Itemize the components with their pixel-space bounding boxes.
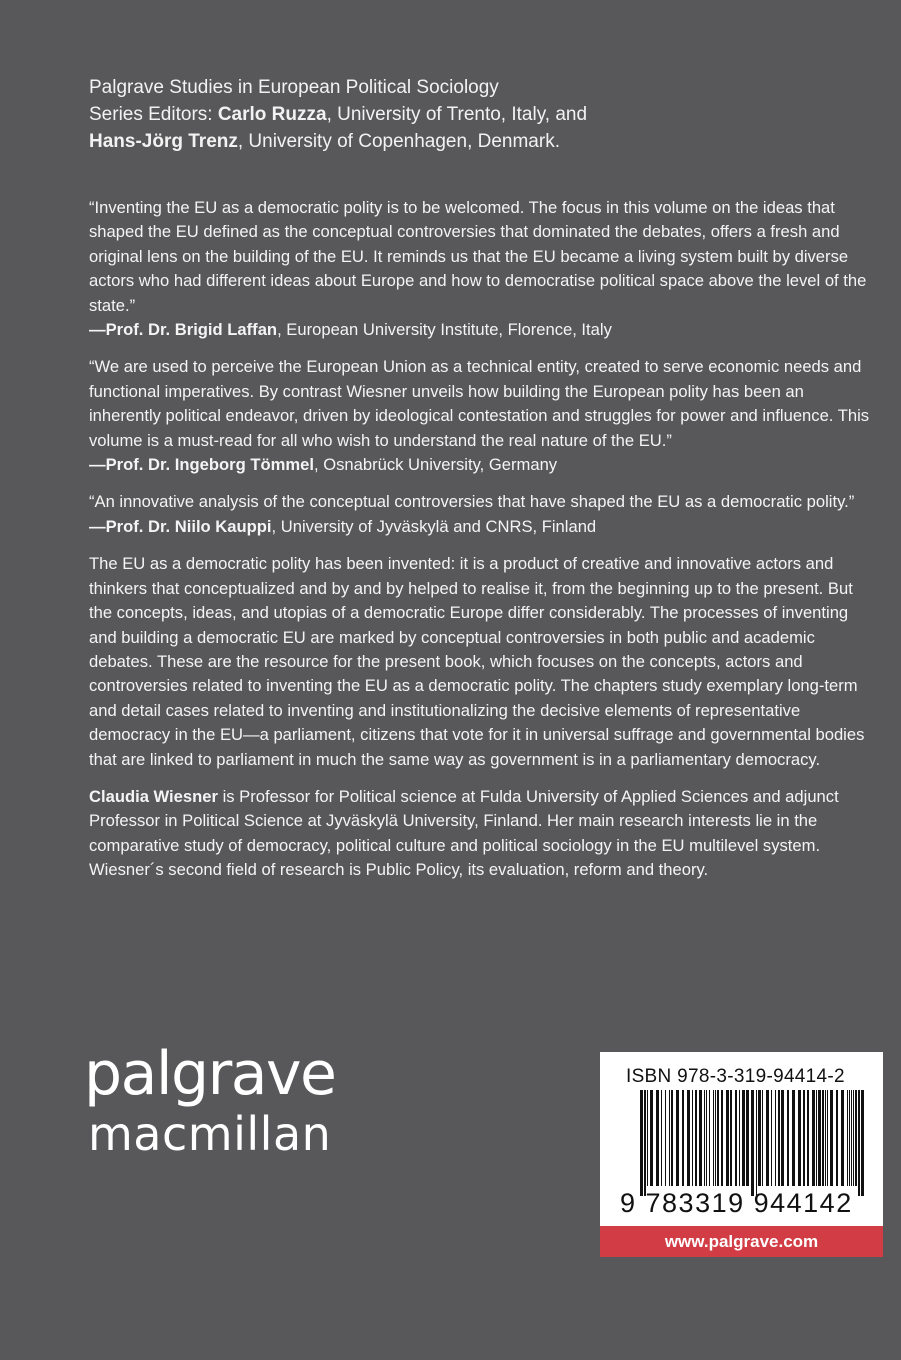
endorser-affiliation: , European University Institute, Florence, Italy <box>277 320 612 340</box>
endorser-affiliation: , Osnabrück University, Germany <box>313 455 558 475</box>
series-info <box>89 74 849 155</box>
logo-palgrave: palgrave <box>84 1039 336 1109</box>
series-title: Palgrave Studies in European Political Sociology <box>89 77 499 98</box>
publisher-logo <box>84 1040 335 1160</box>
endorser-name: —Prof. Dr. Brigid Laffan <box>89 320 278 340</box>
endorser-name: —Prof. Dr. Ingeborg Tömmel <box>89 455 314 475</box>
endorser-affiliation: , University of Jyväskylä and CNRS, Finland <box>271 516 597 536</box>
endorser-name: —Prof. Dr. Niilo Kauppi <box>89 516 272 536</box>
editor2-name: Hans-Jörg Trenz <box>89 131 238 152</box>
editor1-affiliation: , University of Trento, Italy, and <box>326 104 588 125</box>
isbn-label: ISBN 978-3-319-94414-2 <box>626 1066 845 1087</box>
logo-macmillan: macmillan <box>88 1107 332 1161</box>
book-description: The EU as a democratic polity has been invented: it is a product of creative and innovative actors and thinkers that conceptualized and by and by helped to realise it, from the beginning up to the present. But the concepts, ideas, and utopias of a democratic Europe differ considerably. The processes of inventing and building a democratic EU are marked by conceptual controversies in both public and academic debates. These are the resource for the present book, which focuses on the concepts, actors and controversies related to inventing the EU as a democratic polity. The chapters study exemplary long-term and detail cases related to inventing and institutionalizing the decisive elements of representative democracy in the EU—a parliament, citizens that vote for it in universal suffrage and governmental bodies that are linked to parliament in much the same way as government is in a parliamentary democracy. <box>89 554 865 769</box>
endorsement-quote: “Inventing the EU as a democratic polity is to be welcomed. The focus in this volume on the ideas that shaped the EU defined as the conceptual controversies that dominated the debates, offers a fresh and original lens on the building of the EU. It reminds us that the EU became a living system built by diverse actors who had different ideas about Europe and how to democratise political space above the level of the state.” <box>89 198 867 315</box>
editor1-name: Carlo Ruzza <box>217 104 327 125</box>
series-editor2-line <box>89 128 849 155</box>
editors-prefix: Series Editors: <box>89 104 218 125</box>
endorsement-quote: “We are used to perceive the European Union as a technical entity, created to serve economic needs and functional imperatives. By contrast Wiesner unveils how building the European polity has been an inherently political endeavor, driven by ideological contestation and struggles for power and influence. This volume is a must-read for all who wish to understand the real nature of the EU.” <box>89 357 870 450</box>
publisher-url: www.palgrave.com <box>600 1226 883 1257</box>
series-editors-line <box>89 101 849 128</box>
barcode-panel <box>600 1052 883 1257</box>
barcode-digits: 9 783319 944142 <box>620 1188 853 1218</box>
endorsement-attribution <box>89 318 874 342</box>
author-name: Claudia Wiesner <box>89 786 218 806</box>
barcode-icon <box>640 1090 868 1196</box>
endorsement-attribution <box>89 453 874 477</box>
author-bio <box>89 785 874 883</box>
endorsement-attribution <box>89 515 874 539</box>
endorsement-quote: “An innovative analysis of the conceptual controversies that have shaped the EU as a democratic polity.” <box>89 492 855 512</box>
author-bio-text: is Professor for Political science at Fulda University of Applied Sciences and adjunct Professor in Political Science at Jyväskylä University, Finland. Her main research interests lie in the comparative study of democracy, political culture and political sociology in the EU multilevel system. Wiesner´s second field of research is Public Policy, its evaluation, reform and theory. <box>89 786 839 880</box>
editor2-affiliation: , University of Copenhagen, Denmark. <box>237 131 560 152</box>
main-text <box>89 196 874 883</box>
